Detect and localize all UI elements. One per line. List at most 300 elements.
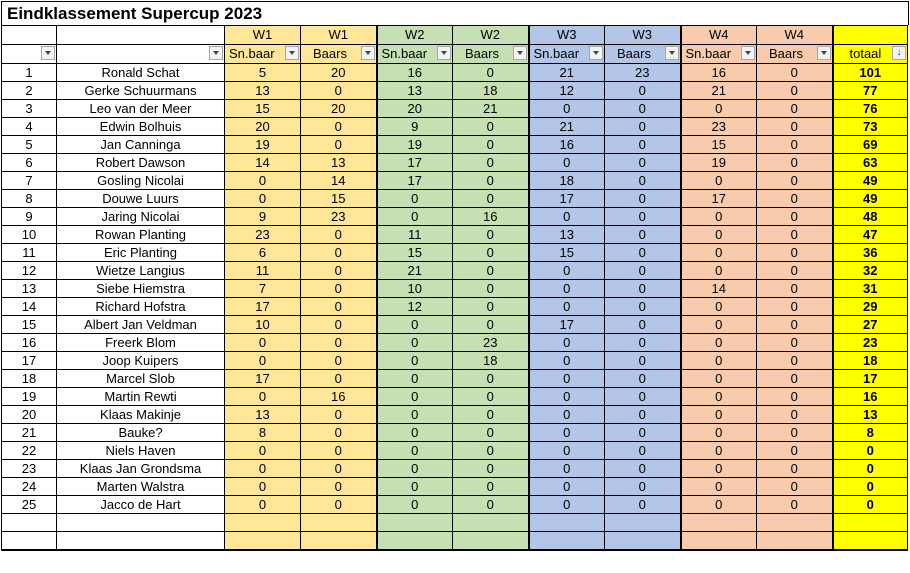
rank-cell[interactable]: 6 <box>2 154 57 172</box>
score-cell[interactable]: 0 <box>605 82 681 100</box>
score-cell[interactable]: 0 <box>605 190 681 208</box>
score-cell[interactable]: 0 <box>377 406 453 424</box>
score-cell[interactable]: 0 <box>757 334 833 352</box>
total-cell[interactable]: 0 <box>833 442 908 460</box>
score-cell[interactable]: 0 <box>757 244 833 262</box>
filter-dropdown-icon[interactable] <box>665 46 679 60</box>
score-cell[interactable]: 0 <box>681 316 757 334</box>
score-cell[interactable]: 0 <box>681 100 757 118</box>
rank-cell[interactable]: 20 <box>2 406 57 424</box>
score-cell[interactable]: 10 <box>377 280 453 298</box>
score-cell[interactable]: 0 <box>377 190 453 208</box>
score-cell[interactable]: 0 <box>605 244 681 262</box>
score-cell[interactable]: 0 <box>681 244 757 262</box>
filter-dropdown-icon[interactable] <box>285 46 299 60</box>
score-cell[interactable]: 0 <box>377 478 453 496</box>
score-cell[interactable]: 18 <box>453 352 529 370</box>
empty-cell[interactable] <box>2 532 57 551</box>
empty-cell[interactable] <box>605 532 681 551</box>
score-cell[interactable]: 0 <box>225 190 301 208</box>
score-cell[interactable]: 20 <box>301 64 377 82</box>
score-cell[interactable]: 0 <box>757 406 833 424</box>
rank-cell[interactable]: 17 <box>2 352 57 370</box>
score-cell[interactable]: 0 <box>757 100 833 118</box>
score-cell[interactable]: 6 <box>225 244 301 262</box>
score-cell[interactable]: 16 <box>681 64 757 82</box>
score-cell[interactable]: 0 <box>757 208 833 226</box>
score-cell[interactable]: 0 <box>453 244 529 262</box>
rank-cell[interactable]: 22 <box>2 442 57 460</box>
empty-cell[interactable] <box>453 514 529 532</box>
score-cell[interactable]: 19 <box>377 136 453 154</box>
score-cell[interactable]: 0 <box>529 334 605 352</box>
score-cell[interactable]: 0 <box>225 172 301 190</box>
score-cell[interactable]: 0 <box>529 424 605 442</box>
rank-cell[interactable]: 1 <box>2 64 57 82</box>
score-cell[interactable]: 9 <box>225 208 301 226</box>
total-cell[interactable]: 36 <box>833 244 908 262</box>
total-cell[interactable]: 48 <box>833 208 908 226</box>
score-cell[interactable]: 0 <box>605 298 681 316</box>
score-cell[interactable]: 0 <box>301 298 377 316</box>
score-cell[interactable]: 10 <box>225 316 301 334</box>
rank-cell[interactable]: 8 <box>2 190 57 208</box>
name-cell[interactable]: Rowan Planting <box>57 226 225 244</box>
sort-descending-icon[interactable]: ↓ <box>892 46 906 60</box>
rank-cell[interactable]: 23 <box>2 460 57 478</box>
score-cell[interactable]: 0 <box>757 280 833 298</box>
rank-cell[interactable]: 25 <box>2 496 57 514</box>
total-cell[interactable]: 49 <box>833 172 908 190</box>
score-cell[interactable]: 0 <box>757 496 833 514</box>
score-cell[interactable]: 9 <box>377 118 453 136</box>
score-cell[interactable]: 0 <box>605 208 681 226</box>
score-cell[interactable]: 13 <box>225 406 301 424</box>
rank-cell[interactable]: 15 <box>2 316 57 334</box>
rank-cell[interactable]: 5 <box>2 136 57 154</box>
empty-cell[interactable] <box>833 532 908 551</box>
score-cell[interactable]: 17 <box>529 190 605 208</box>
score-cell[interactable]: 0 <box>301 82 377 100</box>
score-cell[interactable]: 19 <box>681 154 757 172</box>
score-cell[interactable]: 0 <box>225 388 301 406</box>
score-cell[interactable]: 0 <box>225 496 301 514</box>
filter-dropdown-icon[interactable] <box>209 46 223 60</box>
score-cell[interactable]: 0 <box>605 478 681 496</box>
rank-filter-cell[interactable] <box>2 45 57 64</box>
score-cell[interactable]: 0 <box>377 208 453 226</box>
score-cell[interactable]: 21 <box>529 118 605 136</box>
empty-cell[interactable] <box>225 514 301 532</box>
score-cell[interactable]: 23 <box>605 64 681 82</box>
rank-cell[interactable]: 2 <box>2 82 57 100</box>
column-header-cell[interactable] <box>757 45 833 64</box>
score-cell[interactable]: 19 <box>225 136 301 154</box>
total-cell[interactable]: 29 <box>833 298 908 316</box>
score-cell[interactable]: 18 <box>529 172 605 190</box>
score-cell[interactable]: 0 <box>681 172 757 190</box>
score-cell[interactable]: 0 <box>301 424 377 442</box>
score-cell[interactable]: 0 <box>301 316 377 334</box>
name-cell[interactable]: Ronald Schat <box>57 64 225 82</box>
score-cell[interactable]: 0 <box>453 154 529 172</box>
total-cell[interactable]: 18 <box>833 352 908 370</box>
score-cell[interactable]: 0 <box>529 352 605 370</box>
score-cell[interactable]: 0 <box>377 460 453 478</box>
score-cell[interactable]: 15 <box>225 100 301 118</box>
empty-cell[interactable] <box>529 514 605 532</box>
score-cell[interactable]: 0 <box>453 424 529 442</box>
score-cell[interactable]: 21 <box>377 262 453 280</box>
total-cell[interactable]: 0 <box>833 460 908 478</box>
score-cell[interactable]: 0 <box>757 262 833 280</box>
score-cell[interactable]: 0 <box>757 190 833 208</box>
score-cell[interactable]: 0 <box>453 460 529 478</box>
score-cell[interactable]: 0 <box>225 352 301 370</box>
score-cell[interactable]: 23 <box>301 208 377 226</box>
score-cell[interactable]: 0 <box>605 460 681 478</box>
score-cell[interactable]: 0 <box>529 496 605 514</box>
score-cell[interactable]: 21 <box>529 64 605 82</box>
score-cell[interactable]: 15 <box>681 136 757 154</box>
score-cell[interactable]: 0 <box>225 460 301 478</box>
score-cell[interactable]: 23 <box>225 226 301 244</box>
score-cell[interactable]: 0 <box>453 298 529 316</box>
total-cell[interactable]: 16 <box>833 388 908 406</box>
score-cell[interactable]: 0 <box>757 82 833 100</box>
rank-cell[interactable]: 16 <box>2 334 57 352</box>
name-cell[interactable]: Freerk Blom <box>57 334 225 352</box>
score-cell[interactable]: 0 <box>225 334 301 352</box>
total-cell[interactable]: 69 <box>833 136 908 154</box>
score-cell[interactable]: 21 <box>681 82 757 100</box>
total-cell[interactable]: 32 <box>833 262 908 280</box>
rank-cell[interactable]: 24 <box>2 478 57 496</box>
score-cell[interactable]: 13 <box>377 82 453 100</box>
score-cell[interactable]: 17 <box>225 370 301 388</box>
name-cell[interactable]: Klaas Jan Grondsma <box>57 460 225 478</box>
score-cell[interactable]: 17 <box>377 172 453 190</box>
score-cell[interactable]: 0 <box>301 226 377 244</box>
name-filter-cell[interactable] <box>57 45 225 64</box>
score-cell[interactable]: 0 <box>529 208 605 226</box>
empty-cell[interactable] <box>225 532 301 551</box>
score-cell[interactable]: 13 <box>301 154 377 172</box>
score-cell[interactable]: 0 <box>301 262 377 280</box>
score-cell[interactable]: 0 <box>301 496 377 514</box>
score-cell[interactable]: 13 <box>529 226 605 244</box>
name-cell[interactable]: Albert Jan Veldman <box>57 316 225 334</box>
score-cell[interactable]: 0 <box>681 334 757 352</box>
total-cell[interactable]: 49 <box>833 190 908 208</box>
score-cell[interactable]: 0 <box>757 298 833 316</box>
score-cell[interactable]: 0 <box>301 442 377 460</box>
name-cell[interactable]: Gerke Schuurmans <box>57 82 225 100</box>
score-cell[interactable]: 0 <box>529 262 605 280</box>
score-cell[interactable]: 0 <box>377 316 453 334</box>
score-cell[interactable]: 0 <box>757 316 833 334</box>
score-cell[interactable]: 17 <box>529 316 605 334</box>
filter-dropdown-icon[interactable] <box>589 46 603 60</box>
score-cell[interactable]: 0 <box>529 460 605 478</box>
name-cell[interactable]: Jacco de Hart <box>57 496 225 514</box>
empty-cell[interactable] <box>605 514 681 532</box>
score-cell[interactable]: 0 <box>301 406 377 424</box>
empty-cell[interactable] <box>681 514 757 532</box>
name-cell[interactable]: Eric Planting <box>57 244 225 262</box>
score-cell[interactable]: 0 <box>529 280 605 298</box>
score-cell[interactable]: 0 <box>605 100 681 118</box>
score-cell[interactable]: 0 <box>301 118 377 136</box>
score-cell[interactable]: 17 <box>225 298 301 316</box>
score-cell[interactable]: 0 <box>757 442 833 460</box>
total-cell[interactable]: 101 <box>833 64 908 82</box>
score-cell[interactable]: 8 <box>225 424 301 442</box>
name-cell[interactable]: Joop Kuipers <box>57 352 225 370</box>
score-cell[interactable]: 0 <box>605 406 681 424</box>
score-cell[interactable]: 0 <box>757 460 833 478</box>
score-cell[interactable]: 0 <box>681 460 757 478</box>
score-cell[interactable]: 0 <box>453 262 529 280</box>
score-cell[interactable]: 0 <box>681 406 757 424</box>
score-cell[interactable]: 21 <box>453 100 529 118</box>
score-cell[interactable]: 15 <box>377 244 453 262</box>
total-cell[interactable]: 76 <box>833 100 908 118</box>
rank-cell[interactable]: 9 <box>2 208 57 226</box>
score-cell[interactable]: 0 <box>605 262 681 280</box>
score-cell[interactable]: 7 <box>225 280 301 298</box>
score-cell[interactable]: 0 <box>529 406 605 424</box>
filter-dropdown-icon[interactable] <box>513 46 527 60</box>
score-cell[interactable]: 20 <box>225 118 301 136</box>
name-cell[interactable]: Jan Canninga <box>57 136 225 154</box>
total-header-cell[interactable] <box>833 45 908 64</box>
rank-cell[interactable]: 7 <box>2 172 57 190</box>
column-header-cell[interactable] <box>529 45 605 64</box>
total-cell[interactable]: 13 <box>833 406 908 424</box>
rank-cell[interactable]: 13 <box>2 280 57 298</box>
score-cell[interactable]: 0 <box>681 424 757 442</box>
score-cell[interactable]: 0 <box>681 442 757 460</box>
score-cell[interactable]: 0 <box>301 370 377 388</box>
total-cell[interactable]: 47 <box>833 226 908 244</box>
total-cell[interactable]: 31 <box>833 280 908 298</box>
score-cell[interactable]: 0 <box>681 388 757 406</box>
score-cell[interactable]: 0 <box>681 370 757 388</box>
score-cell[interactable]: 12 <box>529 82 605 100</box>
name-cell[interactable]: Siebe Hiemstra <box>57 280 225 298</box>
column-header-cell[interactable] <box>605 45 681 64</box>
score-cell[interactable]: 18 <box>453 82 529 100</box>
score-cell[interactable]: 0 <box>301 352 377 370</box>
score-cell[interactable]: 0 <box>301 280 377 298</box>
score-cell[interactable]: 0 <box>377 442 453 460</box>
score-cell[interactable]: 0 <box>605 424 681 442</box>
score-cell[interactable]: 0 <box>453 388 529 406</box>
score-cell[interactable]: 0 <box>757 136 833 154</box>
score-cell[interactable]: 0 <box>681 298 757 316</box>
name-cell[interactable]: Bauke? <box>57 424 225 442</box>
empty-cell[interactable] <box>377 532 453 551</box>
score-cell[interactable]: 0 <box>605 118 681 136</box>
score-cell[interactable]: 13 <box>225 82 301 100</box>
empty-cell[interactable] <box>453 532 529 551</box>
rank-cell[interactable]: 19 <box>2 388 57 406</box>
name-cell[interactable]: Robert Dawson <box>57 154 225 172</box>
score-cell[interactable]: 5 <box>225 64 301 82</box>
empty-cell[interactable] <box>757 532 833 551</box>
name-cell[interactable]: Douwe Luurs <box>57 190 225 208</box>
score-cell[interactable]: 0 <box>605 226 681 244</box>
score-cell[interactable]: 0 <box>377 424 453 442</box>
empty-cell[interactable] <box>301 532 377 551</box>
column-header-cell[interactable] <box>377 45 453 64</box>
score-cell[interactable]: 0 <box>453 136 529 154</box>
score-cell[interactable]: 11 <box>377 226 453 244</box>
score-cell[interactable]: 0 <box>453 370 529 388</box>
empty-cell[interactable] <box>301 514 377 532</box>
score-cell[interactable]: 16 <box>301 388 377 406</box>
name-cell[interactable]: Niels Haven <box>57 442 225 460</box>
empty-cell[interactable] <box>833 514 908 532</box>
score-cell[interactable]: 12 <box>377 298 453 316</box>
rank-cell[interactable]: 18 <box>2 370 57 388</box>
filter-dropdown-icon[interactable] <box>741 46 755 60</box>
column-header-cell[interactable] <box>301 45 377 64</box>
empty-cell[interactable] <box>529 532 605 551</box>
score-cell[interactable]: 0 <box>681 478 757 496</box>
score-cell[interactable]: 0 <box>301 478 377 496</box>
score-cell[interactable]: 0 <box>757 172 833 190</box>
rank-cell[interactable]: 21 <box>2 424 57 442</box>
empty-cell[interactable] <box>57 532 225 551</box>
score-cell[interactable]: 14 <box>301 172 377 190</box>
score-cell[interactable]: 23 <box>453 334 529 352</box>
score-cell[interactable]: 0 <box>453 118 529 136</box>
score-cell[interactable]: 0 <box>377 496 453 514</box>
score-cell[interactable]: 0 <box>681 226 757 244</box>
total-cell[interactable]: 77 <box>833 82 908 100</box>
name-cell[interactable]: Gosling Nicolai <box>57 172 225 190</box>
rank-cell[interactable]: 4 <box>2 118 57 136</box>
score-cell[interactable]: 0 <box>605 352 681 370</box>
score-cell[interactable]: 0 <box>453 190 529 208</box>
score-cell[interactable]: 0 <box>681 352 757 370</box>
score-cell[interactable]: 0 <box>605 154 681 172</box>
name-cell[interactable]: Marcel Slob <box>57 370 225 388</box>
score-cell[interactable]: 0 <box>529 100 605 118</box>
score-cell[interactable]: 0 <box>529 298 605 316</box>
name-cell[interactable]: Marten Walstra <box>57 478 225 496</box>
score-cell[interactable]: 0 <box>605 334 681 352</box>
score-cell[interactable]: 0 <box>453 478 529 496</box>
score-cell[interactable]: 0 <box>225 442 301 460</box>
score-cell[interactable]: 0 <box>605 370 681 388</box>
score-cell[interactable]: 14 <box>681 280 757 298</box>
name-cell[interactable]: Leo van der Meer <box>57 100 225 118</box>
score-cell[interactable]: 0 <box>757 154 833 172</box>
empty-cell[interactable] <box>377 514 453 532</box>
score-cell[interactable]: 0 <box>681 208 757 226</box>
score-cell[interactable]: 0 <box>757 118 833 136</box>
score-cell[interactable]: 0 <box>453 64 529 82</box>
name-cell[interactable]: Wietze Langius <box>57 262 225 280</box>
score-cell[interactable]: 0 <box>757 352 833 370</box>
rank-cell[interactable]: 10 <box>2 226 57 244</box>
empty-cell[interactable] <box>57 514 225 532</box>
score-cell[interactable]: 0 <box>605 442 681 460</box>
score-cell[interactable]: 0 <box>681 262 757 280</box>
score-cell[interactable]: 0 <box>757 370 833 388</box>
total-cell[interactable]: 8 <box>833 424 908 442</box>
total-cell[interactable]: 0 <box>833 496 908 514</box>
score-cell[interactable]: 0 <box>453 280 529 298</box>
score-cell[interactable]: 0 <box>377 334 453 352</box>
score-cell[interactable]: 20 <box>377 100 453 118</box>
score-cell[interactable]: 0 <box>377 388 453 406</box>
score-cell[interactable]: 0 <box>301 136 377 154</box>
score-cell[interactable]: 0 <box>529 370 605 388</box>
score-cell[interactable]: 0 <box>605 136 681 154</box>
score-cell[interactable]: 17 <box>377 154 453 172</box>
score-cell[interactable]: 0 <box>225 478 301 496</box>
name-cell[interactable]: Martin Rewti <box>57 388 225 406</box>
column-header-cell[interactable] <box>681 45 757 64</box>
total-cell[interactable]: 27 <box>833 316 908 334</box>
score-cell[interactable]: 0 <box>301 334 377 352</box>
total-cell[interactable]: 23 <box>833 334 908 352</box>
score-cell[interactable]: 0 <box>377 370 453 388</box>
score-cell[interactable]: 0 <box>605 388 681 406</box>
total-cell[interactable]: 63 <box>833 154 908 172</box>
score-cell[interactable]: 0 <box>605 496 681 514</box>
rank-cell[interactable]: 14 <box>2 298 57 316</box>
score-cell[interactable]: 11 <box>225 262 301 280</box>
filter-dropdown-icon[interactable] <box>41 46 55 60</box>
score-cell[interactable]: 0 <box>301 460 377 478</box>
rank-cell[interactable]: 12 <box>2 262 57 280</box>
score-cell[interactable]: 0 <box>453 442 529 460</box>
score-cell[interactable]: 0 <box>757 226 833 244</box>
score-cell[interactable]: 23 <box>681 118 757 136</box>
score-cell[interactable]: 0 <box>453 316 529 334</box>
score-cell[interactable]: 0 <box>301 244 377 262</box>
score-cell[interactable]: 20 <box>301 100 377 118</box>
score-cell[interactable]: 0 <box>529 388 605 406</box>
score-cell[interactable]: 0 <box>757 478 833 496</box>
empty-cell[interactable] <box>2 514 57 532</box>
name-cell[interactable]: Edwin Bolhuis <box>57 118 225 136</box>
rank-cell[interactable]: 11 <box>2 244 57 262</box>
rank-cell[interactable]: 3 <box>2 100 57 118</box>
column-header-cell[interactable] <box>225 45 301 64</box>
empty-cell[interactable] <box>681 532 757 551</box>
score-cell[interactable]: 15 <box>301 190 377 208</box>
filter-dropdown-icon[interactable] <box>817 46 831 60</box>
score-cell[interactable]: 15 <box>529 244 605 262</box>
score-cell[interactable]: 0 <box>529 154 605 172</box>
score-cell[interactable]: 0 <box>529 442 605 460</box>
score-cell[interactable]: 16 <box>529 136 605 154</box>
total-cell[interactable]: 17 <box>833 370 908 388</box>
score-cell[interactable]: 0 <box>681 496 757 514</box>
score-cell[interactable]: 0 <box>453 406 529 424</box>
score-cell[interactable]: 17 <box>681 190 757 208</box>
name-cell[interactable]: Klaas Makinje <box>57 406 225 424</box>
total-cell[interactable]: 0 <box>833 478 908 496</box>
score-cell[interactable]: 0 <box>529 478 605 496</box>
score-cell[interactable]: 0 <box>453 226 529 244</box>
